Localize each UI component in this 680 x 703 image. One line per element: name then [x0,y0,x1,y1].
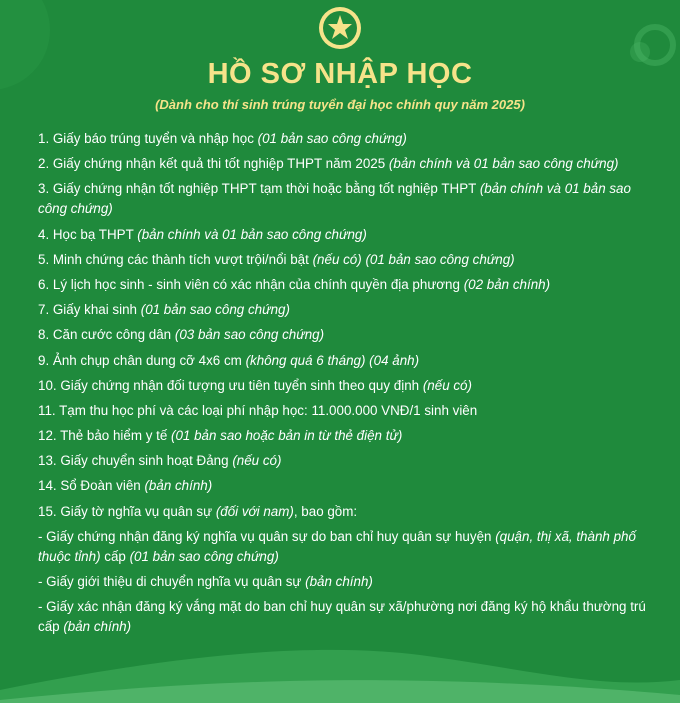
list-item: 10. Giấy chứng nhận đối tượng ưu tiên tuyển sinh theo quy định (nếu có) [38,377,472,393]
page-title: HỒ SƠ NHẬP HỌC [207,58,473,90]
list-item: 12. Thẻ bảo hiểm y tế (01 bản sao hoặc bản in từ thẻ điện tử) [38,428,403,444]
list-item: 1. Giấy báo trúng tuyển và nhập học (01 bản sao công chứng) [38,131,407,146]
document-list [38,129,660,642]
list-item: 6. Lý lịch học sinh - sinh viên có xác nhận của chính quyền địa phương (02 bản chính) [38,276,551,292]
list-item: 9. Ảnh chụp chân dung cỡ 4x6 cm (không quá 6 tháng) (04 ảnh) [38,352,420,368]
list-item: - Giấy xác nhận đăng ký vắng mặt do ban chỉ huy quân sự xã/phường nơi đăng ký hộ khẩu thường trú cấp (bản chính) [38,599,646,635]
list-item: - Giấy chứng nhận đăng ký nghĩa vụ quân sự do ban chỉ huy quân sự huyện (quận, thị xã, thành phố thuộc tỉnh) cấp (01 bản sao công chứng) [38,528,636,564]
list-item: - Giấy giới thiệu di chuyển nghĩa vụ quân sự (bản chính) [38,574,373,589]
list-item: 14. Sổ Đoàn viên (bản chính) [38,478,213,494]
list-item: 3. Giấy chứng nhận tốt nghiệp THPT tạm thời hoặc bằng tốt nghiệp THPT (bản chính và 01 bản sao công chứng) [38,181,631,217]
list-item: 4. Học bạ THPT (bản chính và 01 bản sao công chứng) [38,226,367,242]
page-subtitle: (Dành cho thí sinh trúng tuyển đại học chính quy năm 2025) [155,97,525,112]
list-item: 11. Tạm thu học phí và các loại phí nhập học: 11.000.000 VNĐ/1 sinh viên [38,402,478,418]
list-item: 8. Căn cước công dân (03 bản sao công chứng) [38,327,325,343]
list-item: 5. Minh chứng các thành tích vượt trội/nổi bật (nếu có) (01 bản sao công chứng) [38,251,515,267]
list-item: 15. Giấy tờ nghĩa vụ quân sự (đối với nam), bao gồm: [38,503,358,519]
list-item: 13. Giấy chuyển sinh hoạt Đảng (nếu có) [38,453,282,469]
list-item: 7. Giấy khai sinh (01 bản sao công chứng) [38,302,290,318]
list-item: 2. Giấy chứng nhận kết quả thi tốt nghiệp THPT năm 2025 (bản chính và 01 bản sao công chứng) [38,156,619,172]
university-logo [318,6,362,50]
